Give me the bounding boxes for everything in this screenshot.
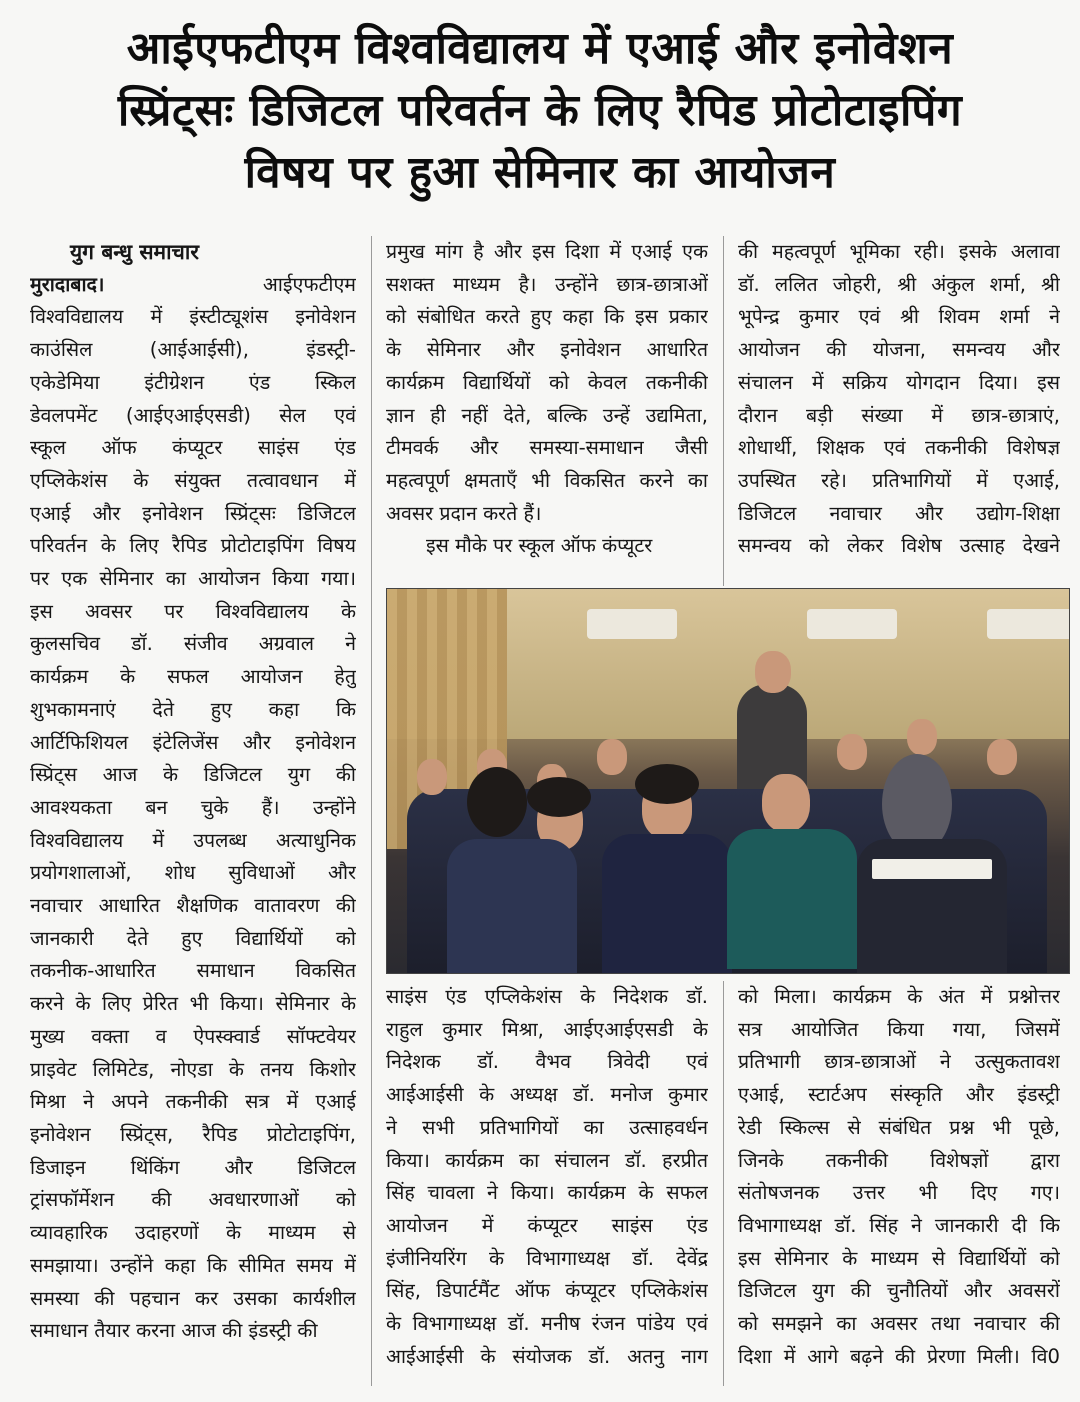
byline: युग बन्धु समाचार [70,240,199,264]
column-divider [723,981,724,1386]
article-column-2-bottom [386,981,708,1373]
article-column-3-top [738,236,1060,563]
article-line: परिवर्तन के लिए रैपिड प्रोटोटाइपिंग विषय [30,534,356,558]
article-line: को मिला। कार्यक्रम के अंत में प्रश्नोत्तर [738,985,1060,1008]
article-line: शुभकामनाएं देते हुए कहा कि [30,697,356,721]
headline-line-2: स्प्रिंट्सः डिजिटल परिवर्तन के लिए रैपिड प्रोटोटाइपिंग [117,85,963,136]
article-line: आईएफटीएम [262,272,356,296]
article-line: स्प्रिंट्स आज के डिजिटल युग की [30,763,356,787]
article-column-3-bottom [738,981,1060,1373]
article-line: इनोवेशन स्प्रिंट्स, रैपिड प्रोटोटाइपिंग, [30,1122,356,1146]
article-line: आयोजन में कंप्यूटर साइंस एंड [386,1213,708,1237]
article-line: डॉ. ललित जोहरी, श्री अंकुल शर्मा, श्री [738,272,1060,296]
article-line: प्रतिभागी छात्र-छात्राओं ने उत्सुकतावश [738,1050,1060,1074]
article-line: उपस्थित रहे। प्रतिभागियों में एआई, [738,468,1060,492]
article-line: के सेमिनार और इनोवेशन आधारित [386,338,708,362]
article-line: पर एक सेमिनार का आयोजन किया गया। [30,567,356,591]
article-line: इस अवसर पर विश्वविद्यालय के [30,599,356,623]
article-line: राहुल कुमार मिश्रा, आईएआईएसडी के [386,1017,708,1041]
article-line: एकेडेमिया इंटीग्रेशन एंड स्किल [30,370,356,394]
article-line: प्राइवेट लिमिटेड, नोएडा के तनय किशोर [30,1057,356,1081]
article-line: सिंह, डिपार्टमैंट ऑफ कंप्यूटर एप्लिकेशंस [386,1279,708,1303]
article-line: डिजिटल नवाचार और उद्योग-शिक्षा [738,501,1060,525]
article-line: सत्र आयोजित किया गया, जिसमें [738,1017,1060,1041]
article-line: मिश्रा ने अपने तकनीकी सत्र में एआई [30,1090,356,1114]
headline-line-3: विषय पर हुआ सेमिनार का आयोजन [244,147,836,198]
article-line: काउंसिल (आईआईसी), इंडस्ट्री- [30,338,356,362]
article-line: अवसर प्रदान करते हैं। [386,501,542,525]
article-line: किया। कार्यक्रम का संचालन डॉ. हरप्रीत [386,1148,708,1172]
article-line: समस्या की पहचान कर उसका कार्यशील [30,1286,356,1310]
article-line: साइंस एंड एप्लिकेशंस के निदेशक डॉ. [386,985,708,1008]
article-line: समाधान तैयार करना आज की इंडस्ट्री की [30,1319,318,1343]
article-line: विभागाध्यक्ष डॉ. सिंह ने जानकारी दी कि [738,1213,1060,1237]
article-line: जिनके तकनीकी विशेषज्ञों द्वारा [738,1148,1060,1172]
article-line: की महत्वपूर्ण भूमिका रही। इसके अलावा [738,240,1060,263]
article-line: करने के लिए प्रेरित भी किया। सेमिनार के [30,992,356,1016]
article-line: कार्यक्रम के सफल आयोजन हेतु [30,665,356,689]
article-line: प्रयोगशालाओं, शोध सुविधाओं और [30,861,356,885]
article-line: आवश्यकता बन चुके हैं। उन्होंने [30,795,356,819]
article-line: सशक्त माध्यम है। उन्होंने छात्र-छात्राओं [386,272,708,296]
article-line: ज्ञान ही नहीं देते, बल्कि उन्हें उद्यमिता, [386,403,708,427]
article-line: जानकारी देते हुए विद्यार्थियों को [30,926,356,950]
article-line: एआई, स्टार्टअप संस्कृति और इंडस्ट्री [738,1083,1060,1107]
column-divider [371,236,372,1386]
dateline: मुरादाबाद। [30,272,105,296]
article-line: ने सभी प्रतिभागियों का उत्साहवर्धन [386,1115,708,1139]
article-line: तकनीक-आधारित समाधान विकसित [30,959,356,983]
article-line: को समझने का अवसर तथा नवाचार की [738,1312,1060,1336]
article-line: इस मौके पर स्कूल ऑफ कंप्यूटर [426,534,653,558]
article-line: डेवलपमेंट (आईएआईएसडी) सेल एवं [30,403,356,427]
article-line: इंजीनियरिंग के विभागाध्यक्ष डॉ. देवेंद्र [386,1246,708,1270]
article-column-1 [30,236,356,1348]
article-line: आयोजन की योजना, समन्वय और [738,338,1060,362]
article-line: शोधार्थी, शिक्षक एवं तकनीकी विशेषज्ञ [738,436,1060,460]
article-line: कुलसचिव डॉ. संजीव अग्रवाल ने [30,632,356,656]
article-line: मुख्य वक्ता व ऐपस्क्वार्ड सॉफ्टवेयर [30,1024,356,1048]
article-line: प्रमुख मांग है और इस दिशा में एआई एक [386,240,708,263]
headline-line-1: आईएफटीएम विश्वविद्यालय में एआई और इनोवेशन [126,23,954,74]
article-line: आर्टिफिशियल इंटेलिजेंस और इनोवेशन [30,730,356,754]
article-line: सिंह चावला ने किया। कार्यक्रम के सफल [386,1181,708,1205]
dateline-line [30,269,356,302]
article-line: को संबोधित करते हुए कहा कि इस प्रकार [386,305,708,329]
article-line: संचालन में सक्रिय योगदान दिया। इस [738,370,1060,394]
article-line: कार्यक्रम विद्यार्थियों को केवल तकनीकी [386,370,708,394]
article-line: एआई और इनोवेशन स्प्रिंट्सः डिजिटल [30,501,356,525]
article-line: संतोषजनक उत्तर भी दिए गए। [738,1181,1060,1205]
article-column-2-top [386,236,708,563]
article-line: रेडी स्किल्स से संबंधित प्रश्न भी पूछे, [738,1115,1060,1139]
column-divider [723,236,724,586]
article-line: डिजाइन थिंकिंग और डिजिटल [30,1155,356,1179]
headline [20,18,1060,204]
article-line: दौरान बड़ी संख्या में छात्र-छात्राएं, [738,403,1060,427]
article-line: आईआईसी के अध्यक्ष डॉ. मनोज कुमार [386,1083,708,1107]
article-line: एप्लिकेशंस के संयुक्त तत्वावधान में [30,468,356,492]
article-line: महत्वपूर्ण क्षमताएँ भी विकसित करने का [386,468,708,492]
article-line: के विभागाध्यक्ष डॉ. मनीष रंजन पांडेय एवं [386,1312,708,1336]
article-line: डिजिटल युग की चुनौतियों और अवसरों [738,1279,1060,1303]
seminar-photo [386,588,1070,974]
article-line: आईआईसी के संयोजक डॉ. अतनु नाग [386,1344,708,1368]
article-line: व्यावहारिक उदाहरणों के माध्यम से [30,1221,356,1245]
article-line: विश्वविद्यालय में इंस्टीट्यूशंस इनोवेशन [30,305,356,329]
article-line: दिशा में आगे बढ़ने की प्रेरणा मिली। वि0 [738,1344,1060,1368]
article-line: समझाया। उन्होंने कहा कि सीमित समय में [30,1253,356,1277]
article-line: निदेशक डॉ. वैभव त्रिवेदी एवं [386,1050,708,1074]
article-line: इस सेमिनार के माध्यम से विद्यार्थियों को [738,1246,1060,1270]
article-line: नवाचार आधारित शैक्षणिक वातावरण की [30,894,356,918]
article-line: भूपेन्द्र कुमार एवं श्री शिवम शर्मा ने [738,305,1060,329]
article-line: स्कूल ऑफ कंप्यूटर साइंस एंड [30,436,356,460]
article-line: विश्वविद्यालय में उपलब्ध अत्याधुनिक [30,828,356,852]
article-line: समन्वय को लेकर विशेष उत्साह देखने [738,534,1060,558]
article-line: टीमवर्क और समस्या-समाधान जैसी [386,436,708,460]
article-line: ट्रांसफॉर्मेशन की अवधारणाओं को [30,1188,356,1212]
